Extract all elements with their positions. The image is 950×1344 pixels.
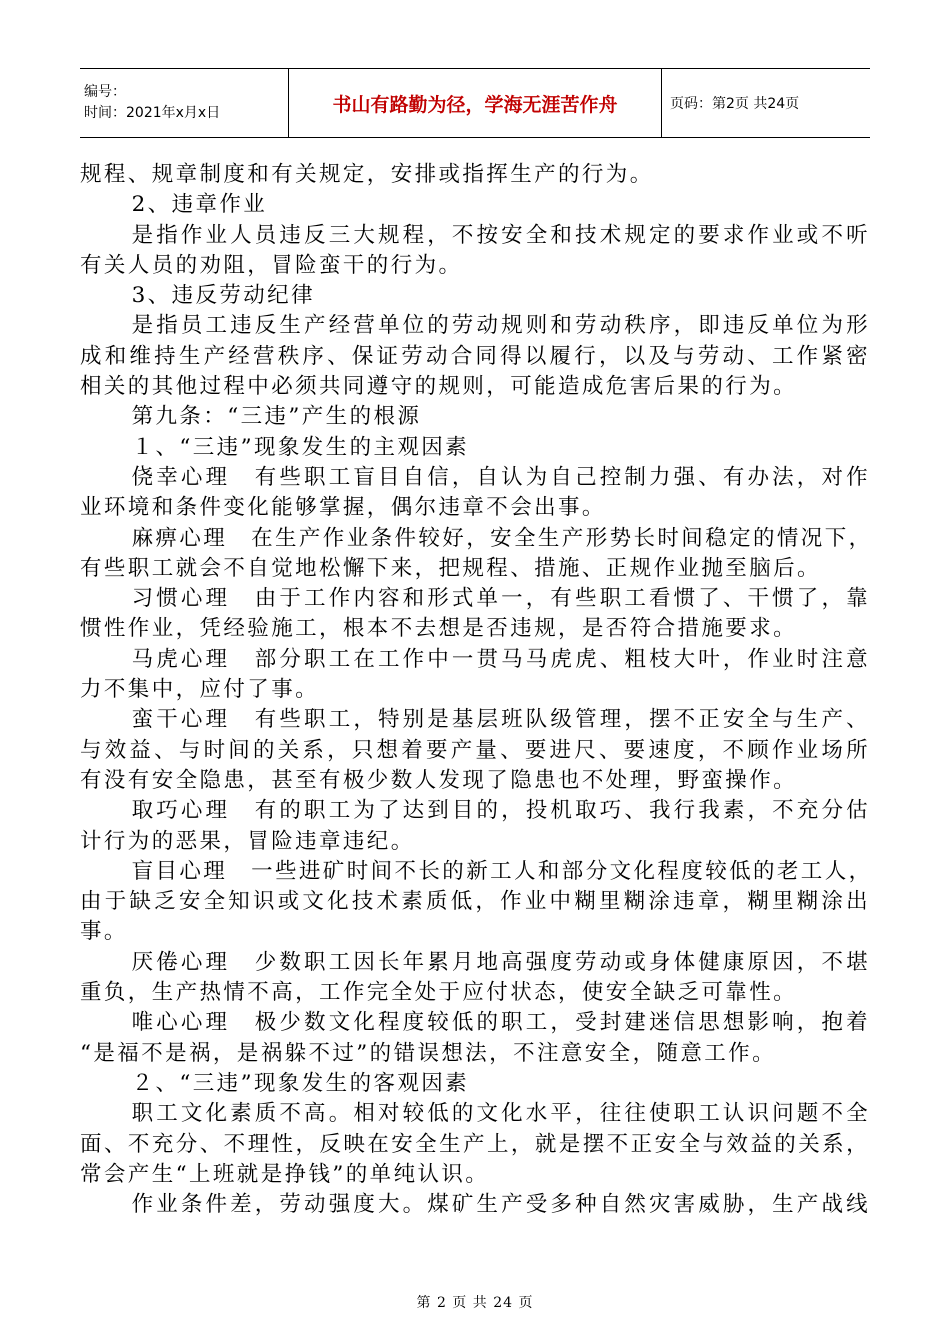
text-line: 重负，生产热情不高，工作完全处于应付状态，使安全缺乏可靠性。	[80, 980, 798, 1006]
text-line: 作业条件差，劳动强度大。煤矿生产受多种自然灾害威胁，生产战线	[131, 1192, 870, 1218]
text-line: 2、违章作业	[131, 192, 268, 218]
text-line: 3、违反劳动纪律	[131, 283, 315, 309]
text-line: 麻痹心理 在生产作业条件较好，安全生产形势长时间稳定的情况下，	[131, 525, 873, 551]
text-line: 蛮干心理 有些职工，特别是基层班队级管理，摆不正安全与生产、	[131, 707, 870, 733]
page-number: 第 2 页 共 24 页	[416, 1295, 534, 1311]
text-line: 业环境和条件变化能够掌握，偶尔违章不会出事。	[80, 495, 606, 521]
page-footer	[0, 1292, 950, 1312]
document-number-label: 编号：	[84, 84, 126, 100]
text-line: 有没有安全隐患，甚至有极少数人发现了隐患也不处理，野蛮操作。	[80, 767, 798, 793]
page-code-text: 页码：第2页 共24页	[670, 96, 800, 112]
text-line: 盲目心理 一些进矿时间不长的新工人和部分文化程度较低的老工人，	[131, 858, 873, 884]
document-body	[80, 160, 873, 1220]
header-motto	[288, 69, 662, 137]
text-line: 有关人员的劝阻，冒险蛮干的行为。	[80, 252, 463, 278]
text-line: 力不集中，应付了事。	[80, 677, 320, 703]
text-line: 第九条：“三违”产生的根源	[131, 404, 422, 430]
text-line: 唯心心理 极少数文化程度较低的职工，受封建迷信思想影响，抱着	[131, 1010, 870, 1036]
text-line: 规程、规章制度和有关规定，安排或指挥生产的行为。	[80, 162, 654, 187]
text-line: 习惯心理 由于工作内容和形式单一，有些职工看惯了、干惯了，靠	[131, 586, 870, 612]
text-line: 职工文化素质不高。相对较低的文化水平，往往使职工认识问题不全	[131, 1101, 870, 1127]
text-line: 有些职工就会不自觉地松懈下来，把规程、措施、正规作业抛至脑后。	[80, 555, 821, 581]
text-line: 惯性作业，凭经验施工，根本不去想是否违规，是否符合措施要求。	[80, 616, 798, 642]
header-meta	[80, 69, 288, 137]
text-line: 常会产生“上班就是挣钱”的单纯认识。	[80, 1161, 490, 1187]
text-line: 是指作业人员违反三大规程，不按安全和技术规定的要求作业或不听	[131, 222, 870, 248]
text-line: 厌倦心理 少数职工因长年累月地高强度劳动或身体健康原因，不堪	[131, 949, 870, 975]
text-line: 成和维持生产经营秩序、保证劳动合同得以履行，以及与劳动、工作紧密	[80, 343, 870, 369]
text-line: “是福不是祸，是祸躲不过”的错误想法，不注意安全，随意工作。	[80, 1040, 776, 1066]
text-line: 与效益、与时间的关系，只想着要产量、要进尺、要速度，不顾作业场所	[80, 737, 870, 763]
document-time-label: 时间：2021年x月x日	[84, 105, 221, 121]
page-header	[80, 68, 870, 138]
text-line: 面、不充分、不理性，反映在安全生产上，就是摆不正安全与效益的关系，	[80, 1131, 870, 1157]
text-line: 由于缺乏安全知识或文化技术素质低，作业中糊里糊涂违章，糊里糊涂出	[80, 889, 870, 915]
text-line: 取巧心理 有的职工为了达到目的，投机取巧、我行我素，不充分估	[131, 798, 870, 824]
text-line: 是指员工违反生产经营单位的劳动规则和劳动秩序，即违反单位为形	[131, 313, 870, 339]
text-line: 事。	[80, 919, 128, 945]
text-line: 侥幸心理 有些职工盲目自信，自认为自己控制力强、有办法，对作	[131, 464, 870, 490]
motto-text: 书山有路勤为径，学海无涯苦作舟	[332, 93, 618, 116]
text-line: １、“三违”现象发生的主观因素	[131, 434, 470, 460]
header-page-code	[662, 69, 870, 137]
text-line: 马虎心理 部分职工在工作中一贯马马虎虎、粗枝大叶，作业时注意	[131, 646, 870, 672]
text-line: 相关的其他过程中必须共同遵守的规则，可能造成危害后果的行为。	[80, 374, 798, 400]
text-line: 计行为的恶果，冒险违章违纪。	[80, 828, 415, 854]
text-line: ２、“三违”现象发生的客观因素	[131, 1070, 470, 1096]
